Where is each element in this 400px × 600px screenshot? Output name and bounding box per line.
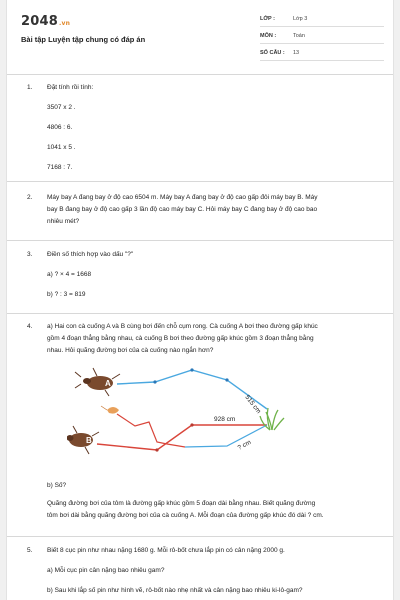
exercise-item: b) Sau khi lắp số pin như hình vẽ, rô-bốt nào nhẹ nhất và cân nặng bao nhiêu ki-lô-gam? (47, 587, 303, 594)
exercise-item: a) Mỗi cục pin cân nặng bao nhiêu gam? (47, 567, 165, 574)
site-logo[interactable]: 2048.vn (21, 14, 71, 29)
question-text-line: nhau. Hỏi quãng đường bơi của cà cuống nào ngắn hơn? (47, 347, 214, 354)
worksheet-header (7, 0, 393, 74)
question-number: 3. (27, 251, 33, 258)
meta-value: Lớp 3 (293, 16, 308, 22)
divider (7, 181, 393, 182)
swim-path-diagram (67, 362, 287, 480)
meta-key: MÔN : (260, 33, 277, 39)
length-label-unknown: ? cm (236, 438, 253, 452)
question-number: 5. (27, 547, 33, 554)
path-b-vertex (155, 448, 158, 451)
water-bug-a-icon (75, 368, 120, 396)
worksheet-page (6, 0, 394, 600)
meta-key: LỚP : (260, 16, 275, 22)
path-a (117, 370, 267, 409)
exercise-item: 7168 : 7. (47, 164, 73, 171)
bug-a-label: A (105, 379, 111, 388)
length-label-928: 928 cm (214, 416, 236, 423)
path-b-vertex (190, 423, 193, 426)
meta-row-class (260, 14, 384, 27)
question-text-line: nhiêu mét? (47, 218, 80, 225)
divider (7, 240, 393, 241)
question-text-line: tôm bơi dài bằng quãng đường bơi của cà cuống A. Mỗi đoạn của đường gấp khúc đó dài ? cm. (47, 512, 324, 519)
worksheet-title: Bài tập Luyện tập chung có đáp án (21, 35, 146, 44)
divider (7, 74, 393, 75)
path-a-vertex (225, 378, 228, 381)
length-label-515: 515 cm (243, 393, 263, 416)
divider (7, 536, 393, 537)
question-prompt: Điền số thích hợp vào dấu "?" (47, 251, 134, 258)
question-part-label: b) Số? (47, 482, 67, 489)
question-prompt: Đặt tính rồi tính: (47, 84, 94, 91)
question-text-line: a) Hai con cà cuống A và B cùng bơi đến chỗ cụm rong. Cà cuống A bơi theo đường gấp khúc (47, 323, 318, 330)
question-text-line: Quãng đường bơi của tôm là đường gấp khúc gồm 5 đoạn dài bằng nhau. Biết quãng đường (47, 500, 316, 507)
shrimp-icon (101, 406, 119, 414)
meta-value: Toán (293, 33, 305, 39)
path-shrimp (117, 414, 185, 447)
question-number: 2. (27, 194, 33, 201)
path-a-vertex (153, 380, 156, 383)
question-text-line: Máy bay A đang bay ở độ cao 6504 m. Máy bay A đang bay ở độ cao gấp đôi máy bay B. Máy (47, 194, 318, 201)
question-text-line: gồm 4 đoạn thẳng bằng nhau, cà cuống B bơi theo đường gấp khúc gồm 3 đoạn thẳng bằng (47, 335, 314, 342)
exercise-item: b) ? : 3 = 819 (47, 291, 86, 298)
meta-row-count (260, 48, 384, 61)
exercise-item: 3507 x 2 . (47, 104, 76, 111)
question-number: 4. (27, 323, 33, 330)
worksheet-meta (260, 14, 384, 65)
question-number: 1. (27, 84, 33, 91)
question-text-line: bay B đang bay ở độ cao gấp 3 lần độ cao máy bay C. Hỏi máy bay C đang bay ở độ cao bao (47, 206, 318, 213)
path-a-vertex (190, 368, 193, 371)
meta-row-subject (260, 31, 384, 44)
meta-value: 13 (293, 50, 300, 56)
divider (7, 313, 393, 314)
exercise-item: 4806 : 6. (47, 124, 73, 131)
exercise-item: 1041 x 5 . (47, 144, 76, 151)
exercise-item: a) ? × 4 = 1668 (47, 271, 92, 278)
meta-key: SỐ CÂU : (260, 50, 285, 56)
bug-b-label: B (86, 436, 92, 445)
question-prompt: Biết 8 cục pin như nhau nặng 1680 g. Mỗi rô-bốt chưa lắp pin có cân nặng 2000 g. (47, 547, 285, 554)
path-shrimp-tail (185, 425, 267, 447)
water-bug-b-icon (67, 426, 99, 454)
